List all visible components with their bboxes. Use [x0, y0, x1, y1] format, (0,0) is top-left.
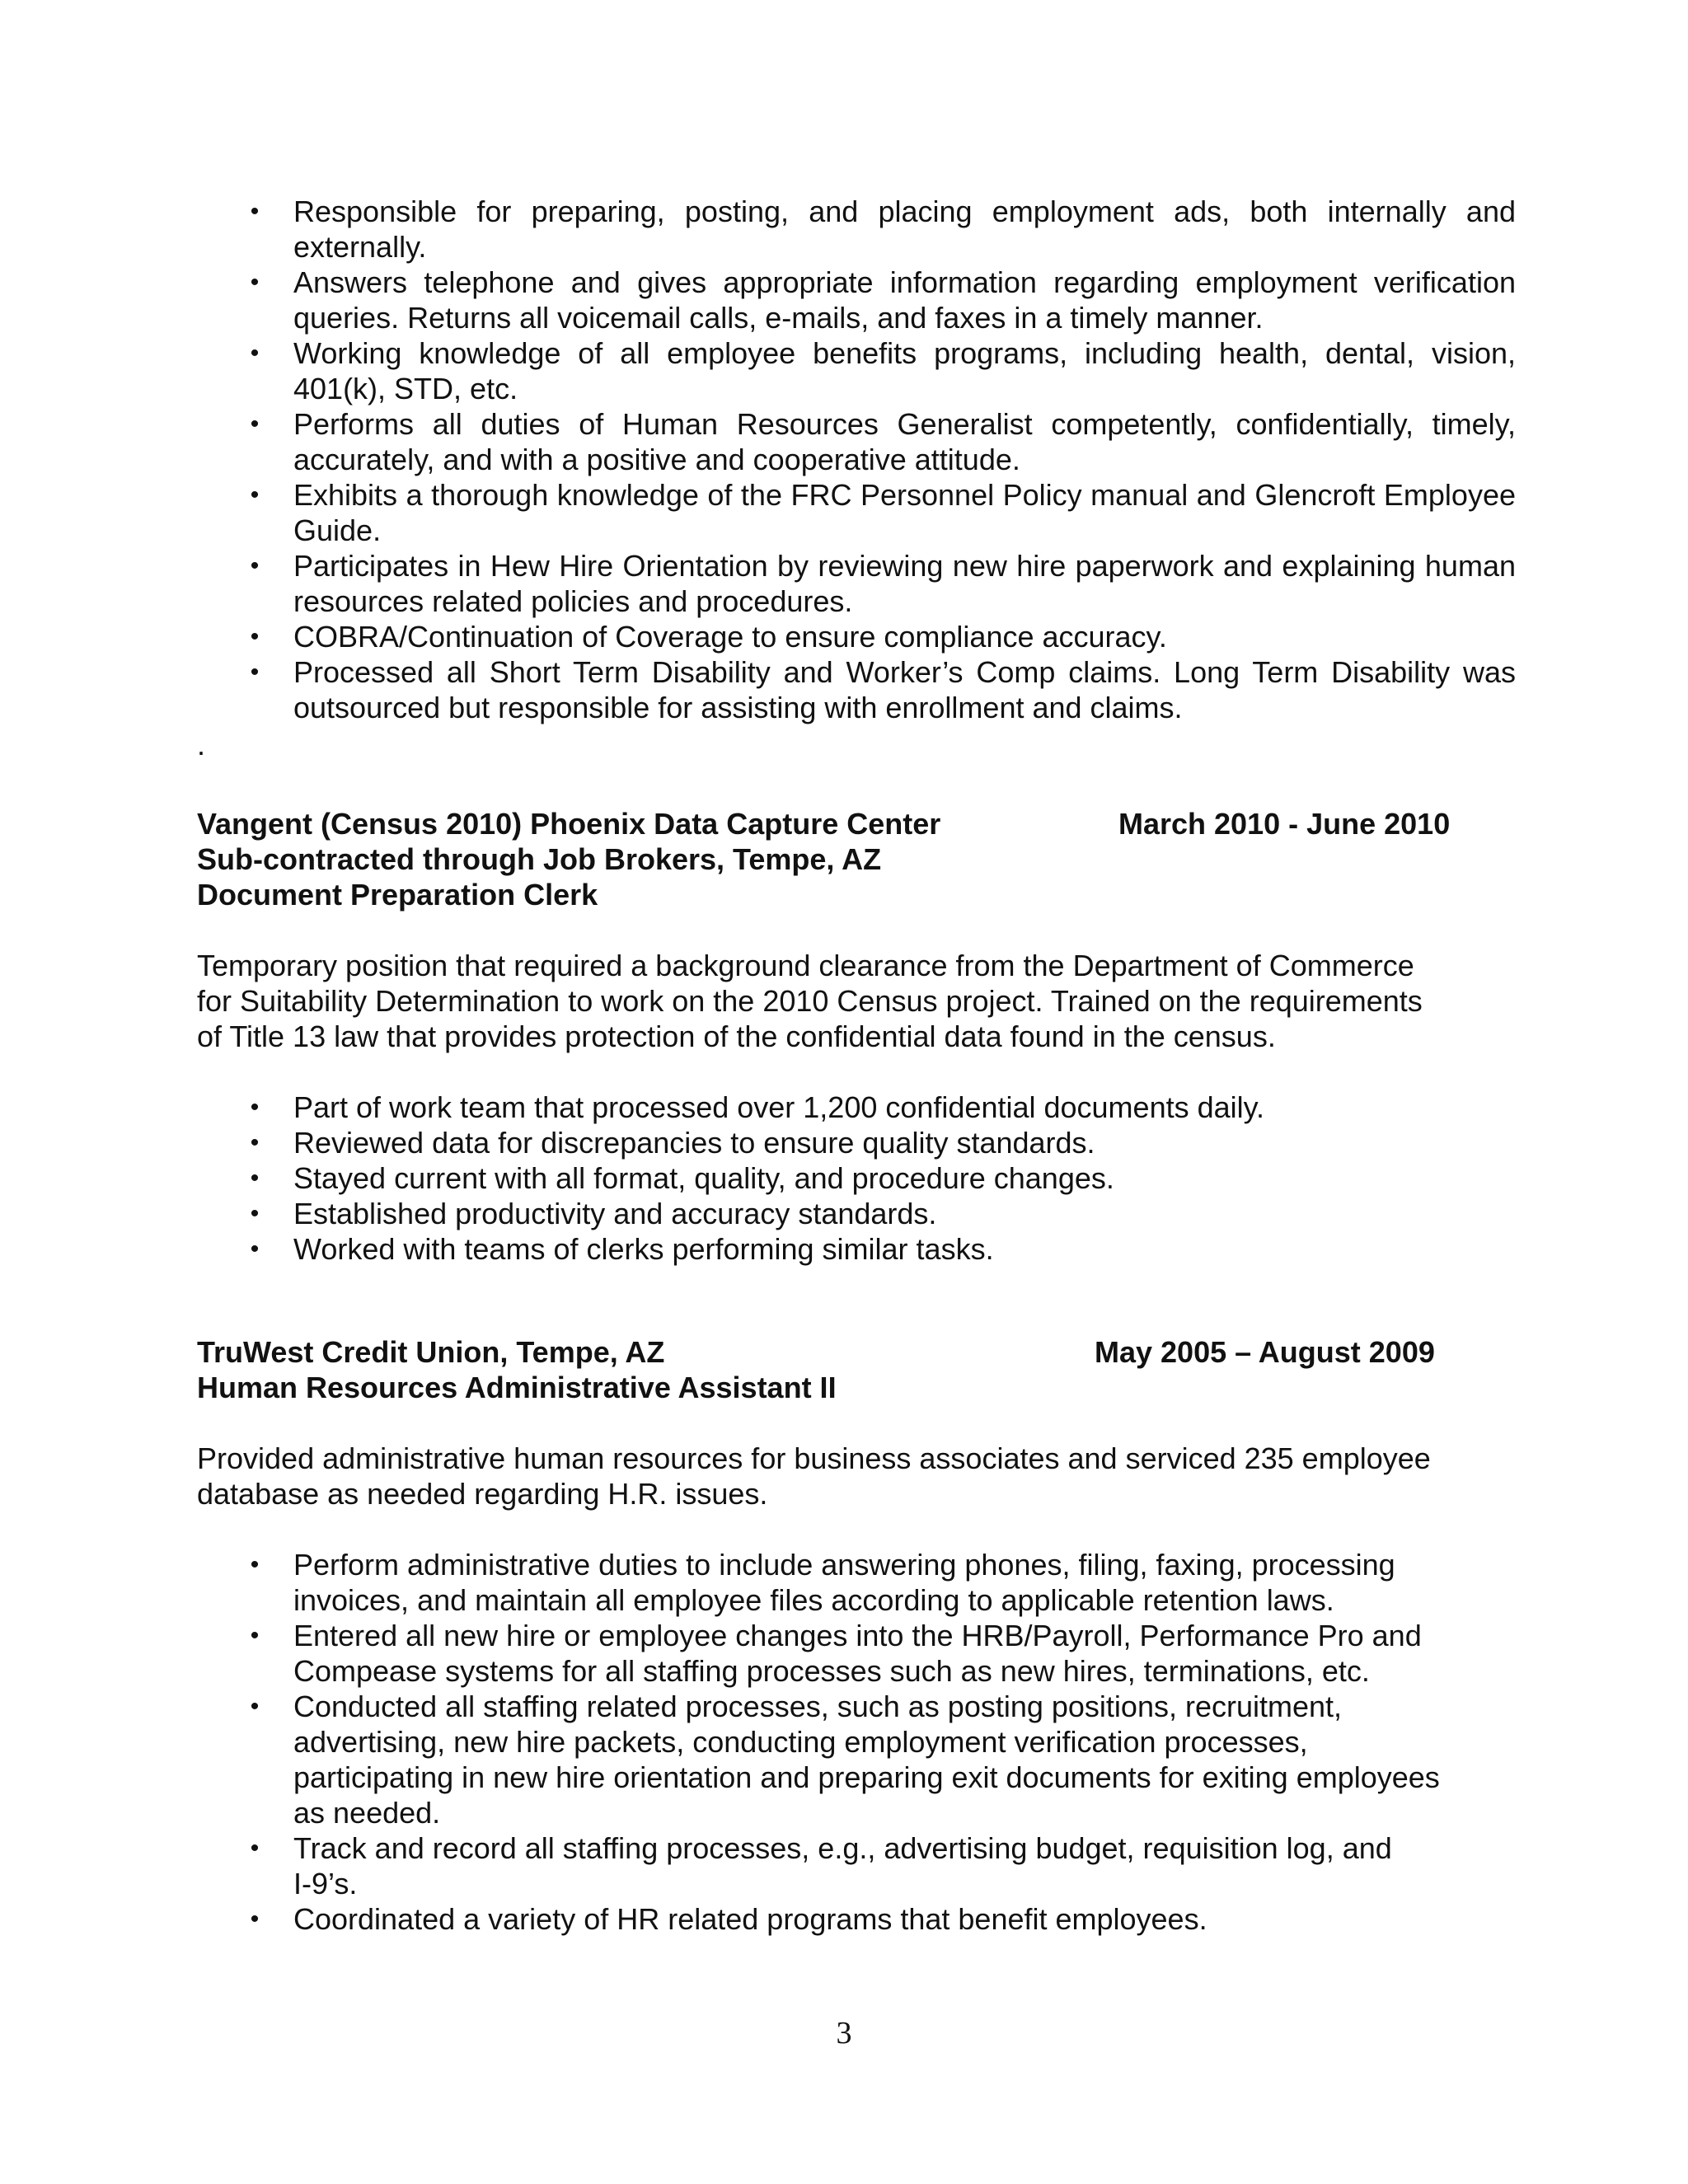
bullet-icon: •	[250, 1129, 260, 1156]
bullet-icon: •	[250, 1235, 260, 1263]
description-line: of Title 13 law that provides protection of the confidential data found in the census.	[197, 1019, 1276, 1053]
list-item	[197, 265, 1516, 335]
bullet-icon: •	[250, 481, 260, 509]
list-item	[197, 194, 1516, 265]
bullet-icon: •	[250, 1835, 260, 1862]
employer-row	[197, 1334, 1516, 1370]
duties-list-previous-job	[197, 194, 1516, 725]
bullet-icon: •	[250, 1094, 260, 1121]
list-item	[197, 1618, 1516, 1689]
bullet-icon: •	[250, 269, 260, 296]
list-item-line: participating in new hire orientation and preparing exit documents for exiting employees	[293, 1760, 1440, 1794]
list-item-line: Conducted all staffing related processes, such as posting positions, recruitment,	[293, 1690, 1343, 1723]
list-item	[197, 335, 1516, 406]
list-item-line: I-9’s.	[293, 1867, 358, 1900]
job-title: Document Preparation Clerk	[197, 878, 598, 912]
list-item-line: Track and record all staffing processes, e.g., advertising budget, requisition log, and	[293, 1831, 1392, 1865]
duties-list-truwest	[197, 1547, 1516, 1937]
list-item	[197, 654, 1516, 725]
job-description-truwest	[197, 1441, 1516, 1511]
stray-period-mark: .	[197, 728, 206, 762]
list-item-text: Exhibits a thorough knowledge of the FRC Personnel Policy manual and Glencroft Employee Guide.	[293, 478, 1516, 547]
description-line: Temporary position that required a background clearance from the Department of Commerce	[197, 949, 1414, 982]
list-item	[197, 477, 1516, 548]
page-number: 3	[836, 2016, 852, 2050]
list-item	[197, 619, 1516, 654]
job-header-truwest	[197, 1334, 1516, 1405]
list-item-text: Worked with teams of clerks performing similar tasks.	[293, 1232, 994, 1266]
list-item-line: invoices, and maintain all employee files according to applicable retention laws.	[293, 1583, 1334, 1617]
list-item-text: Answers telephone and gives appropriate information regarding employment verification queries. Returns all voicemail calls, e-mails, and faxes in a timely manner.	[293, 265, 1516, 335]
bullet-icon: •	[250, 658, 260, 686]
list-item-text: Responsible for preparing, posting, and placing employment ads, both internally and externally.	[293, 194, 1516, 264]
list-item-line: Compease systems for all staffing processes such as new hires, terminations, etc.	[293, 1654, 1370, 1688]
list-item	[197, 1160, 1516, 1196]
list-item	[197, 1901, 1516, 1937]
bullet-icon: •	[250, 552, 260, 579]
list-item-text: Part of work team that processed over 1,200 confidential documents daily.	[293, 1090, 1264, 1124]
bullet-icon: •	[250, 1622, 260, 1649]
list-item	[197, 1547, 1516, 1618]
list-item-line: as needed.	[293, 1796, 441, 1830]
employment-dates: March 2010 - June 2010	[1118, 807, 1451, 841]
list-item	[197, 1196, 1516, 1231]
employer-row	[197, 806, 1516, 841]
bullet-icon: •	[250, 623, 260, 650]
duties-list-vangent	[197, 1090, 1516, 1267]
list-item-text: COBRA/Continuation of Coverage to ensure compliance accuracy.	[293, 620, 1167, 654]
job-header-vangent	[197, 806, 1516, 912]
description-line: database as needed regarding H.R. issues.	[197, 1477, 768, 1511]
bullet-icon: •	[250, 340, 260, 367]
bullet-icon: •	[250, 198, 260, 225]
list-item-text: Working knowledge of all employee benefits programs, including health, dental, vision, 401(k), STD, etc.	[293, 336, 1516, 405]
description-line: Provided administrative human resources for business associates and serviced 235 employee	[197, 1441, 1431, 1475]
list-item	[197, 1090, 1516, 1125]
bullet-icon: •	[250, 1551, 260, 1578]
list-item-line: Coordinated a variety of HR related programs that benefit employees.	[293, 1902, 1207, 1936]
list-item	[197, 1231, 1516, 1267]
list-item-text: Established productivity and accuracy standards.	[293, 1197, 937, 1230]
list-item	[197, 1830, 1516, 1901]
list-item-text: Participates in Hew Hire Orientation by reviewing new hire paperwork and explaining human resources related policies and procedures.	[293, 549, 1516, 618]
list-item	[197, 1689, 1516, 1830]
subcontract-line: Sub-contracted through Job Brokers, Tempe, AZ	[197, 842, 882, 876]
bullet-icon: •	[250, 410, 260, 438]
bullet-icon: •	[250, 1905, 260, 1933]
page-content	[197, 194, 1516, 1937]
description-line: for Suitability Determination to work on the 2010 Census project. Trained on the requirements	[197, 984, 1423, 1018]
employer-name: Vangent (Census 2010) Phoenix Data Capture Center	[197, 807, 941, 841]
list-item-line: Entered all new hire or employee changes into the HRB/Payroll, Performance Pro and	[293, 1619, 1422, 1652]
list-item-text: Performs all duties of Human Resources Generalist competently, confidentially, timely, accurately, and with a positive and cooperative attitude.	[293, 407, 1516, 476]
list-item-text: Processed all Short Term Disability and Worker’s Comp claims. Long Term Disability was outsourced but responsible for assisting with enrollment and claims.	[293, 655, 1516, 724]
bullet-icon: •	[250, 1165, 260, 1192]
bullet-icon: •	[250, 1693, 260, 1720]
list-item	[197, 548, 1516, 619]
job-title: Human Resources Administrative Assistant II	[197, 1371, 837, 1404]
bullet-icon: •	[250, 1200, 260, 1227]
list-item-text: Reviewed data for discrepancies to ensure quality standards.	[293, 1126, 1095, 1160]
list-item-line: Perform administrative duties to include answering phones, filing, faxing, processing	[293, 1548, 1395, 1582]
employment-dates: May 2005 – August 2009	[1095, 1335, 1435, 1369]
list-item	[197, 1125, 1516, 1160]
list-item	[197, 406, 1516, 477]
job-description-vangent	[197, 948, 1516, 1054]
list-item-line: advertising, new hire packets, conducting employment verification processes,	[293, 1725, 1308, 1759]
employer-name: TruWest Credit Union, Tempe, AZ	[197, 1335, 665, 1369]
list-item-text: Stayed current with all format, quality, and procedure changes.	[293, 1161, 1114, 1195]
